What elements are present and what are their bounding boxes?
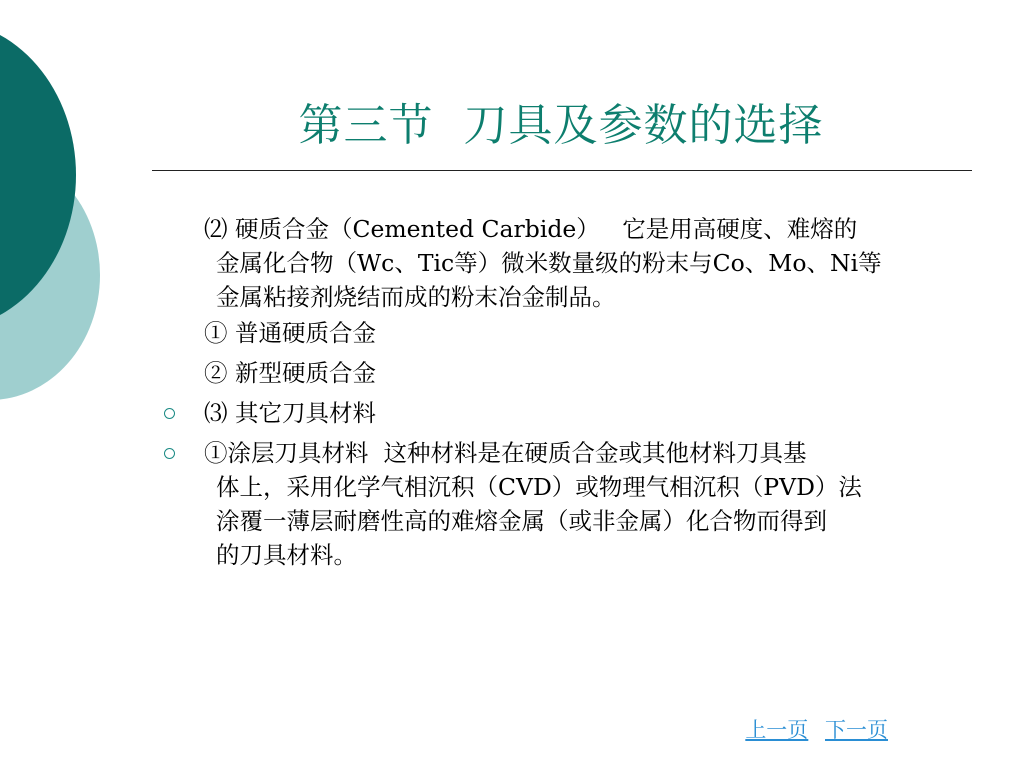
other-tools-text: ⑶ 其它刀具材料 [204, 399, 376, 427]
coated-tools-paragraph [164, 436, 964, 572]
coated-line-4: 的刀具材料。 [216, 541, 357, 569]
hard-alloy-line-2: 金属化合物（Wc、Tic等）微米数量级的粉末与Co、Mo、Ni等 [216, 249, 882, 277]
bullet-icon [164, 408, 175, 419]
hard-alloy-line-3: 金属粘接剂烧结而成的粉末冶金制品。 [216, 283, 616, 311]
hard-alloy-line-1: ⑵ 硬质合金（Cemented Carbide） 它是用高硬度、难熔的 [204, 215, 858, 243]
new-hard-alloy-text: ② 新型硬质合金 [204, 359, 376, 387]
page-navigation [735, 714, 888, 744]
next-page-link[interactable]: 下一页 [825, 718, 888, 742]
coated-line-1: ①涂层刀具材料 这种材料是在硬质合金或其他材料刀具基 [204, 439, 807, 467]
new-hard-alloy-item [164, 356, 964, 390]
ordinary-hard-alloy-text: ① 普通硬质合金 [204, 319, 376, 347]
other-tools-item [164, 396, 964, 430]
hard-alloy-paragraph [164, 212, 964, 314]
title-divider [152, 170, 972, 171]
slide-title: 第三节 刀具及参数的选择 [298, 100, 824, 151]
coated-line-3: 涂覆一薄层耐磨性高的难熔金属（或非金属）化合物而得到 [216, 507, 827, 535]
prev-page-link[interactable]: 上一页 [745, 718, 809, 742]
bullet-icon [164, 448, 175, 459]
slide-body [164, 212, 964, 572]
ordinary-hard-alloy-item [164, 316, 964, 350]
coated-line-2: 体上，采用化学气相沉积（CVD）或物理气相沉积（PVD）法 [216, 473, 862, 501]
